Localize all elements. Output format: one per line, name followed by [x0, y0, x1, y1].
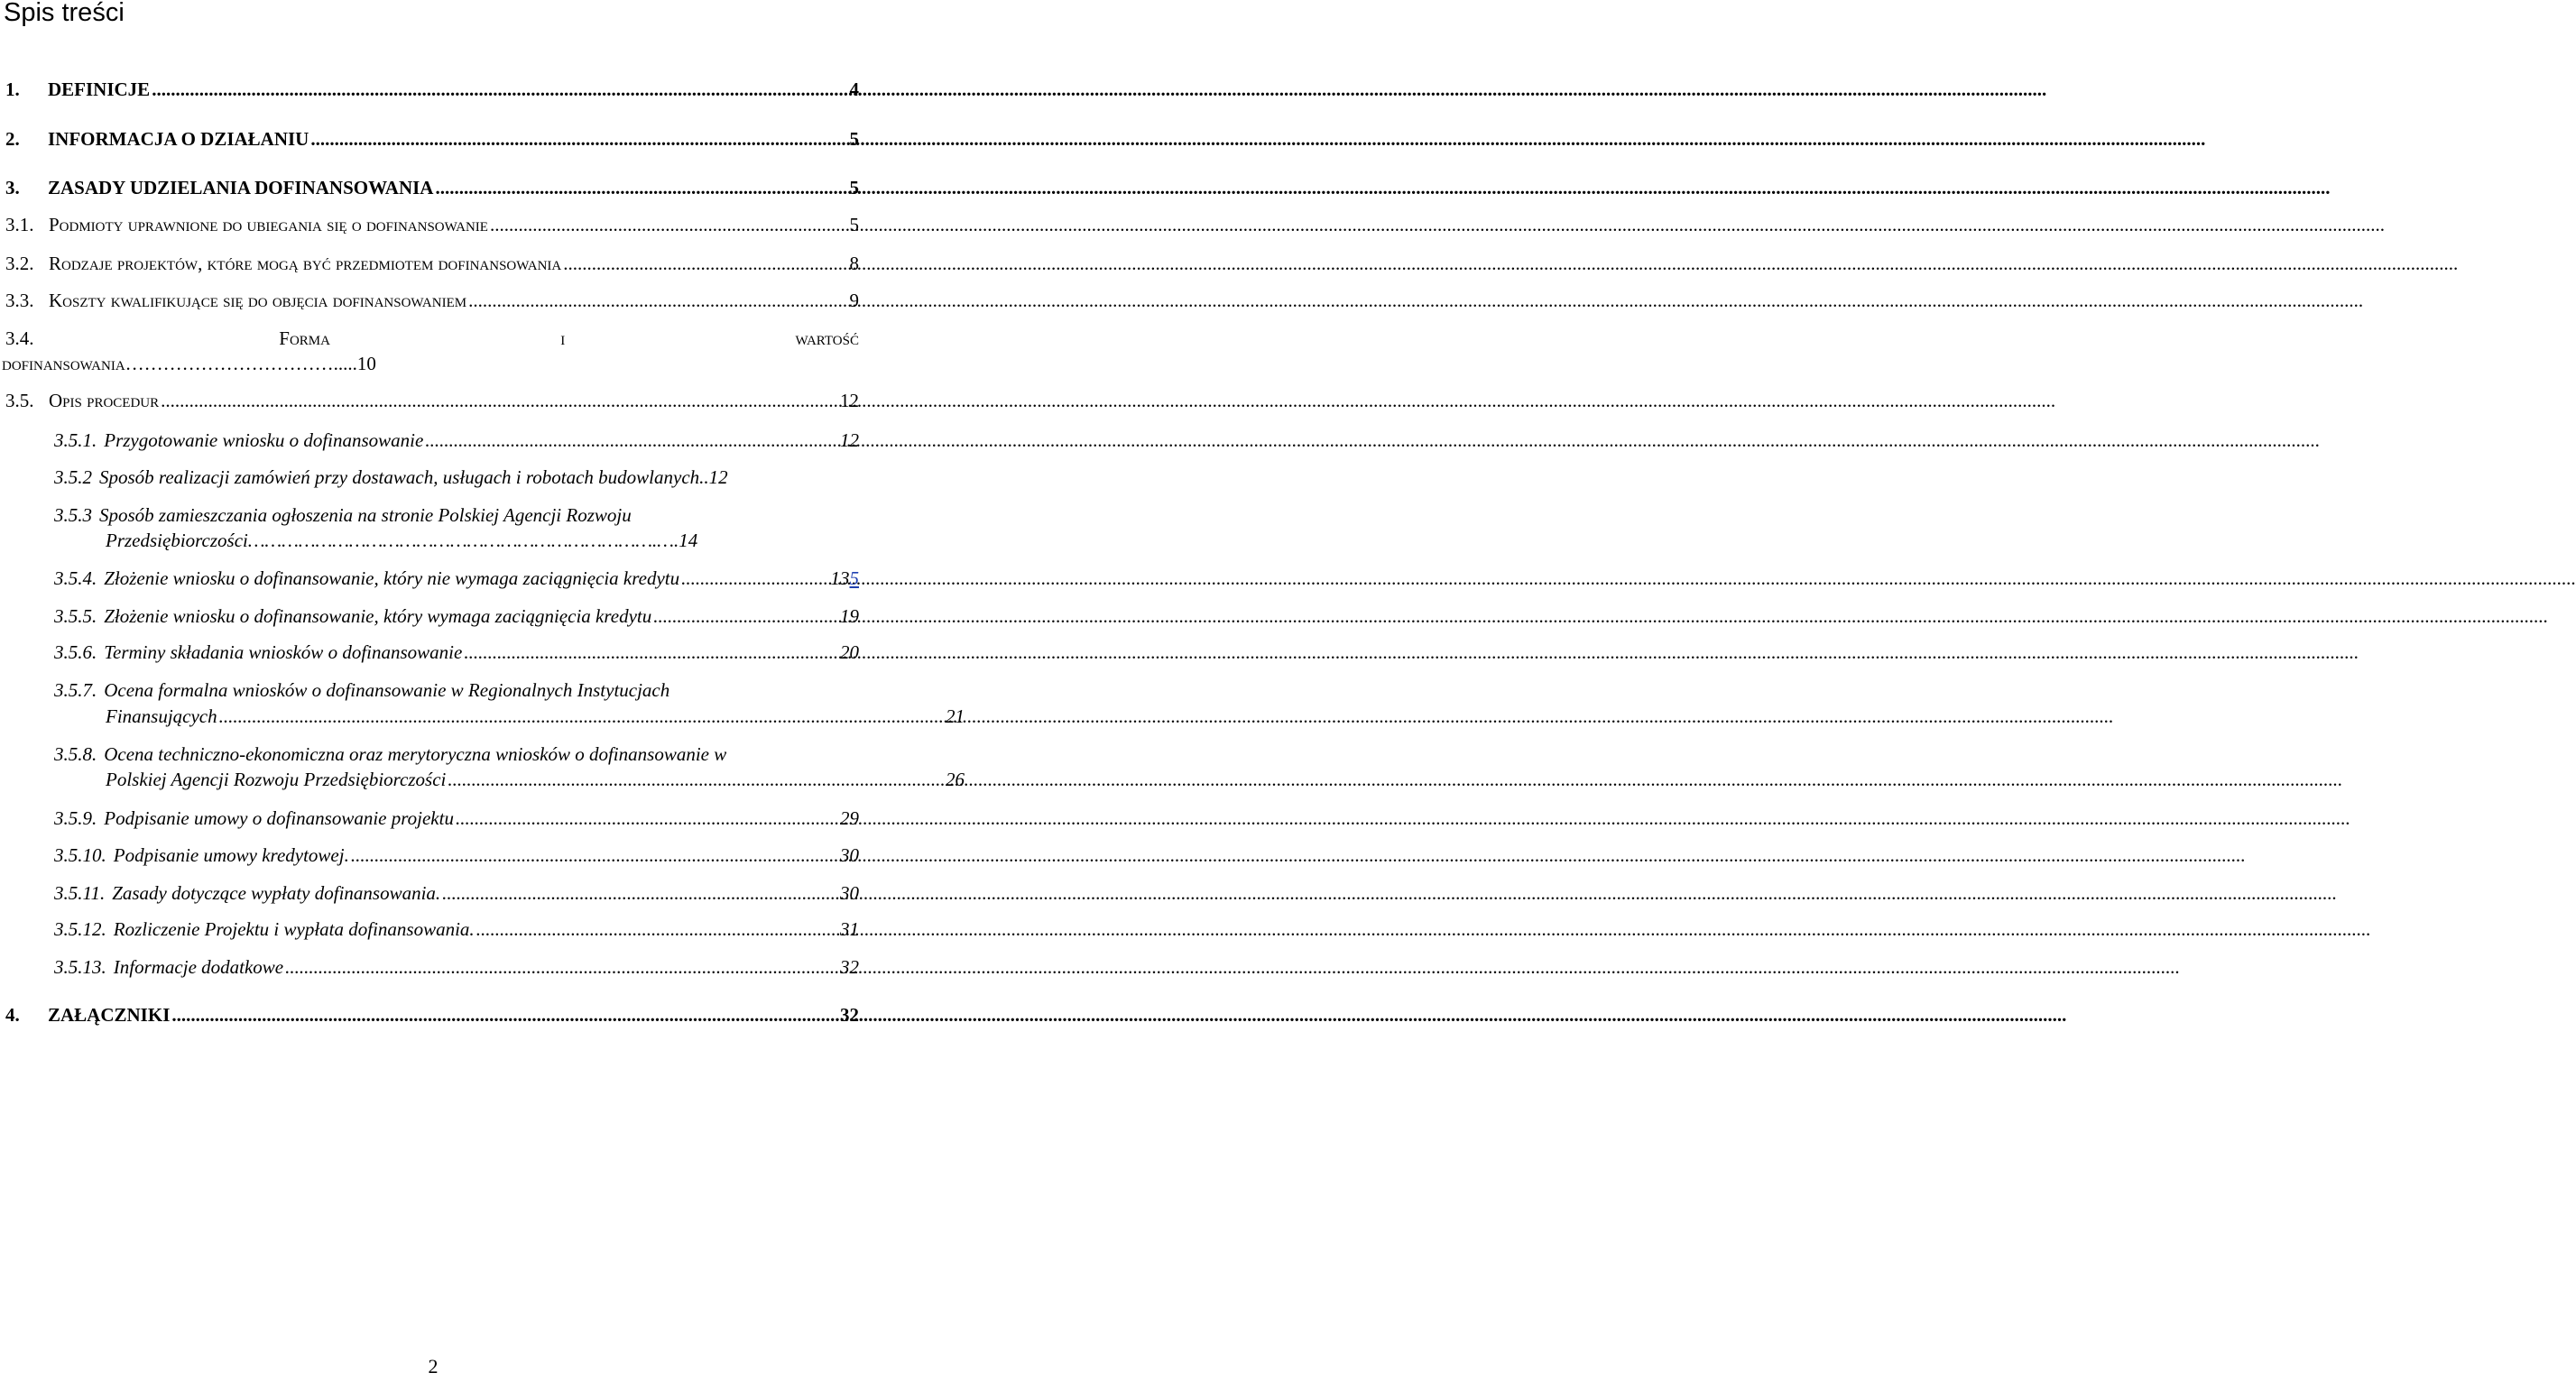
toc-entry-text: Podpisanie umowy kredytowej. [113, 844, 349, 866]
dot-leader [425, 428, 838, 453]
toc-entry-text: ZAŁĄCZNIKI [48, 1004, 171, 1026]
toc-entry-text-word-2: i [560, 327, 566, 349]
toc-entry-text-word-3: wartość [795, 327, 859, 349]
toc-entry-number: 3.5. [5, 390, 34, 411]
toc-entry-text: Podmioty uprawnione do ubiegania się o dofinansowanie [49, 214, 488, 235]
toc-page-number: 12 [708, 466, 728, 488]
toc-entry-number: 3.1. [5, 214, 34, 235]
toc-entry-3-5-1[interactable] [0, 428, 859, 453]
dot-leader [310, 126, 847, 152]
dot-leader [456, 806, 838, 831]
dot-leader [681, 566, 828, 591]
dot-leader [351, 843, 838, 868]
toc-page-number: 5 [849, 214, 859, 235]
toc-entry-3-5-3[interactable] [0, 502, 859, 528]
toc-entry-number: 3.5.12. [54, 918, 106, 940]
toc-entry-informacja[interactable] [0, 126, 859, 152]
toc-entry-text: Przygotowanie wniosku o dofinansowanie [104, 429, 424, 451]
toc-entry-number: 3.5.6. [54, 641, 97, 663]
toc-page-number: 12 [840, 390, 859, 411]
toc-entry-number: 1. [5, 78, 20, 100]
toc-page-number: 20 [840, 641, 859, 663]
toc-page-number: 31 [840, 918, 859, 940]
toc-entry-text: Rozliczenie Projektu i wypłata dofinansowania. [113, 918, 475, 940]
toc-page-number: .14 [673, 530, 698, 551]
toc-page-number: 30 [840, 882, 859, 904]
toc-entry-3-5-9[interactable] [0, 806, 859, 831]
toc-entry-3-5-6[interactable] [0, 640, 859, 665]
toc-entry-zalaczniki[interactable] [0, 1002, 859, 1027]
toc-page-number: 4 [849, 78, 859, 100]
toc-entry-number: 3.5.11. [54, 882, 106, 904]
toc-entry-definicje[interactable] [0, 77, 859, 102]
dot-leader [464, 640, 838, 665]
toc-entry-number: 3.5.5. [54, 605, 97, 627]
toc-page-number: 12 [840, 429, 859, 451]
toc-entry-text: Sposób zamieszczania ogłoszenia na stronie Polskiej Agencji Rozwoju [99, 504, 632, 526]
dot-leader [219, 704, 944, 729]
toc-entry-text: Opis procedur [49, 390, 160, 411]
toc-entry-text: Podpisanie umowy o dofinansowanie projektu [104, 807, 454, 829]
toc-entry-number: 3.2. [5, 253, 34, 274]
toc-entry-number: 3.5.8. [54, 743, 97, 765]
toc-entry-text: Ocena formalna wniosków o dofinansowanie w Regionalnych Instytucjach [104, 679, 670, 701]
toc-entry-number: 3.5.13. [54, 956, 106, 978]
toc-entry-3-5-4[interactable] [0, 566, 859, 591]
toc-entry-3-2[interactable] [0, 251, 859, 276]
toc-page-number: 32 [840, 956, 859, 978]
toc-page-number: 8 [849, 253, 859, 274]
toc-entry-text: Zasady dotyczące wypłaty dofinansowania. [112, 882, 441, 904]
toc-page-number-part: 13 [830, 567, 850, 589]
dot-leader [161, 388, 838, 413]
toc-page-number: 30 [840, 844, 859, 866]
toc-page-number: 32 [840, 1004, 859, 1026]
toc-entry-text: Złożenie wniosku o dofinansowanie, który wymaga zaciągnięcia kredytu [104, 605, 652, 627]
toc-page-number: 5 [849, 177, 859, 198]
dot-leader [563, 251, 847, 276]
dot-leader [476, 917, 838, 942]
toc-entry-3-5-8[interactable] [0, 742, 859, 767]
toc-entry-3-5-2[interactable] [0, 465, 859, 490]
toc-entry-3-5[interactable] [0, 388, 859, 413]
toc-page-number: 26 [946, 769, 965, 790]
toc-entry-3-5-12[interactable] [0, 917, 859, 942]
toc-entry-text: DEFINICJE [48, 78, 151, 100]
dot-leader: ……………………………………………………………….… [247, 530, 674, 551]
dot-leader [490, 212, 848, 237]
toc-entry-number: 3.4. [5, 327, 34, 349]
toc-entry-3-5-8-continuation[interactable] [0, 767, 965, 792]
dot-leader [442, 880, 838, 906]
toc-entry-text: Złożenie wniosku o dofinansowanie, który nie wymaga zaciągnięcia kredytu [104, 567, 680, 589]
toc-entry-number: 3.5.2 [54, 466, 92, 488]
toc-entry-text: Ocena techniczno-ekonomiczna oraz merytoryczna wniosków o dofinansowanie w [104, 743, 727, 765]
toc-entry-text: Polskiej Agencji Rozwoju Przedsiębiorczości [106, 769, 447, 790]
toc-entry-number: 3.5.10. [54, 844, 106, 866]
dot-leader: .. [699, 466, 709, 488]
toc-entry-text-word-4: dofinansowania [2, 353, 125, 374]
dot-leader [468, 288, 847, 313]
toc-entry-number: 3.5.9. [54, 807, 97, 829]
toc-entry-3-5-13[interactable] [0, 954, 859, 980]
toc-title: Spis treści [4, 0, 125, 27]
toc-entry-3-5-5[interactable] [0, 603, 859, 629]
toc-entry-3-5-7[interactable] [0, 677, 859, 703]
toc-entry-number: 3.5.4. [54, 567, 97, 589]
toc-entry-number: 3.3. [5, 290, 34, 311]
toc-entry-text: Terminy składania wniosków o dofinansowanie [104, 641, 463, 663]
toc-entry-text-word-1: Forma [279, 327, 330, 349]
toc-page-number-link[interactable]: 5 [849, 567, 859, 589]
toc-entry-text: ZASADY UDZIELANIA DOFINANSOWANIA [48, 177, 434, 198]
toc-page-number: 9 [849, 290, 859, 311]
page-number-footer: 2 [428, 1355, 439, 1377]
toc-entry-text: INFORMACJA O DZIAŁANIU [48, 128, 309, 150]
toc-entry-number: 3.5.3 [54, 504, 92, 526]
toc-entry-number: 2. [5, 128, 20, 150]
dot-leader [435, 175, 847, 200]
toc-entry-number: 4. [5, 1004, 20, 1026]
toc-entry-3-4[interactable] [0, 326, 859, 351]
dot-leader [285, 954, 838, 980]
toc-page-number: 29 [840, 807, 859, 829]
toc-entry-3-5-7-continuation[interactable] [0, 704, 965, 729]
toc-entry-text: Przedsiębiorczości [106, 530, 248, 551]
toc-page-number: 10 [356, 353, 376, 374]
toc-entry-3-5-11[interactable] [0, 880, 859, 906]
toc-entry-3-1[interactable] [0, 212, 859, 237]
toc-page-number [831, 566, 860, 591]
toc-entry-3-5-10[interactable] [0, 843, 859, 868]
toc-entry-3-4-continuation[interactable] [0, 351, 859, 376]
dot-leader [448, 767, 944, 792]
toc-page-number: 5 [849, 128, 859, 150]
dot-leader [152, 77, 847, 102]
toc-entry-3-3[interactable] [0, 288, 859, 313]
toc-page-number: 21 [946, 705, 965, 727]
toc-entry-text: Finansujących [106, 705, 217, 727]
dot-leader [171, 1002, 838, 1027]
toc-entry-number: 3.5.1. [54, 429, 97, 451]
toc-entry-3-5-3-continuation[interactable] [0, 528, 965, 553]
toc-entry-number: 3. [5, 177, 20, 198]
toc-entry-zasady[interactable] [0, 175, 859, 200]
toc-page-number: 19 [840, 605, 859, 627]
dot-leader [653, 603, 838, 629]
toc-entry-text: Rodzaje projektów, które mogą być przedmiotem dofinansowania [49, 253, 562, 274]
toc-entry-text: Koszty kwalifikujące się do objęcia dofinansowaniem [49, 290, 467, 311]
dot-leader: ……………………………..... [125, 353, 357, 374]
toc-entry-text: Informacje dodatkowe [113, 956, 284, 978]
toc-entry-number: 3.5.7. [54, 679, 97, 701]
toc-entry-text: Sposób realizacji zamówień przy dostawach, usługach i robotach budowlanych [99, 466, 700, 488]
